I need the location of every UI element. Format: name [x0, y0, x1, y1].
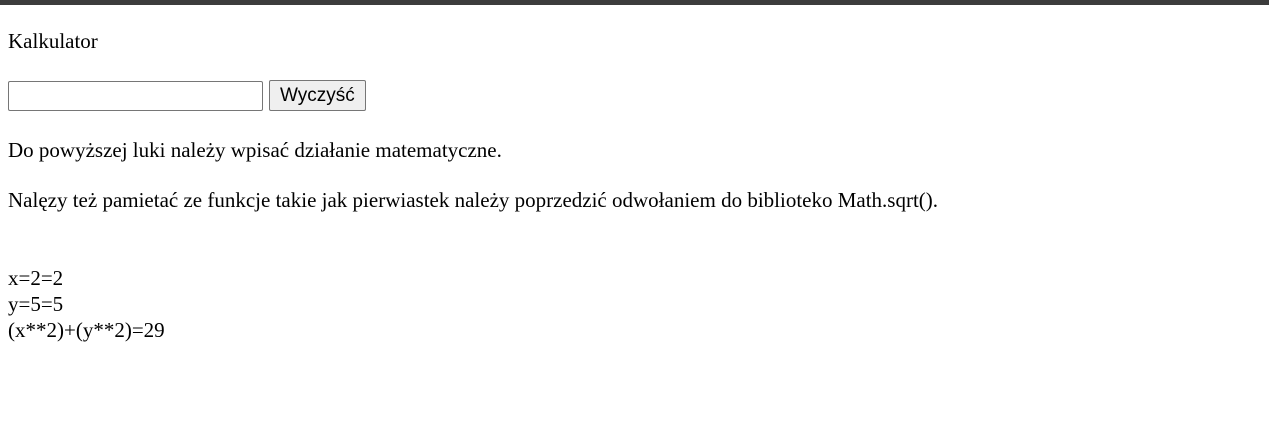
- expression-input[interactable]: [8, 81, 263, 111]
- calculator-form: [8, 80, 366, 111]
- result-output: [8, 265, 165, 343]
- result-line-x: x=2=2: [8, 266, 64, 290]
- math-library-note: Nalęzy też pamietać ze funkcje takie jak pierwiastek należy poprzedzić odwołaniem do biblioteko Math.sqrt().: [8, 188, 939, 212]
- page-title: Kalkulator: [8, 29, 98, 53]
- result-line-sum: (x**2)+(y**2)=29: [8, 318, 165, 342]
- top-bar: [0, 0, 1269, 5]
- instruction-text: Do powyższej luki należy wpisać działanie matematyczne.: [8, 138, 502, 162]
- result-line-y: y=5=5: [8, 292, 64, 316]
- clear-button[interactable]: Wyczyść: [269, 80, 366, 111]
